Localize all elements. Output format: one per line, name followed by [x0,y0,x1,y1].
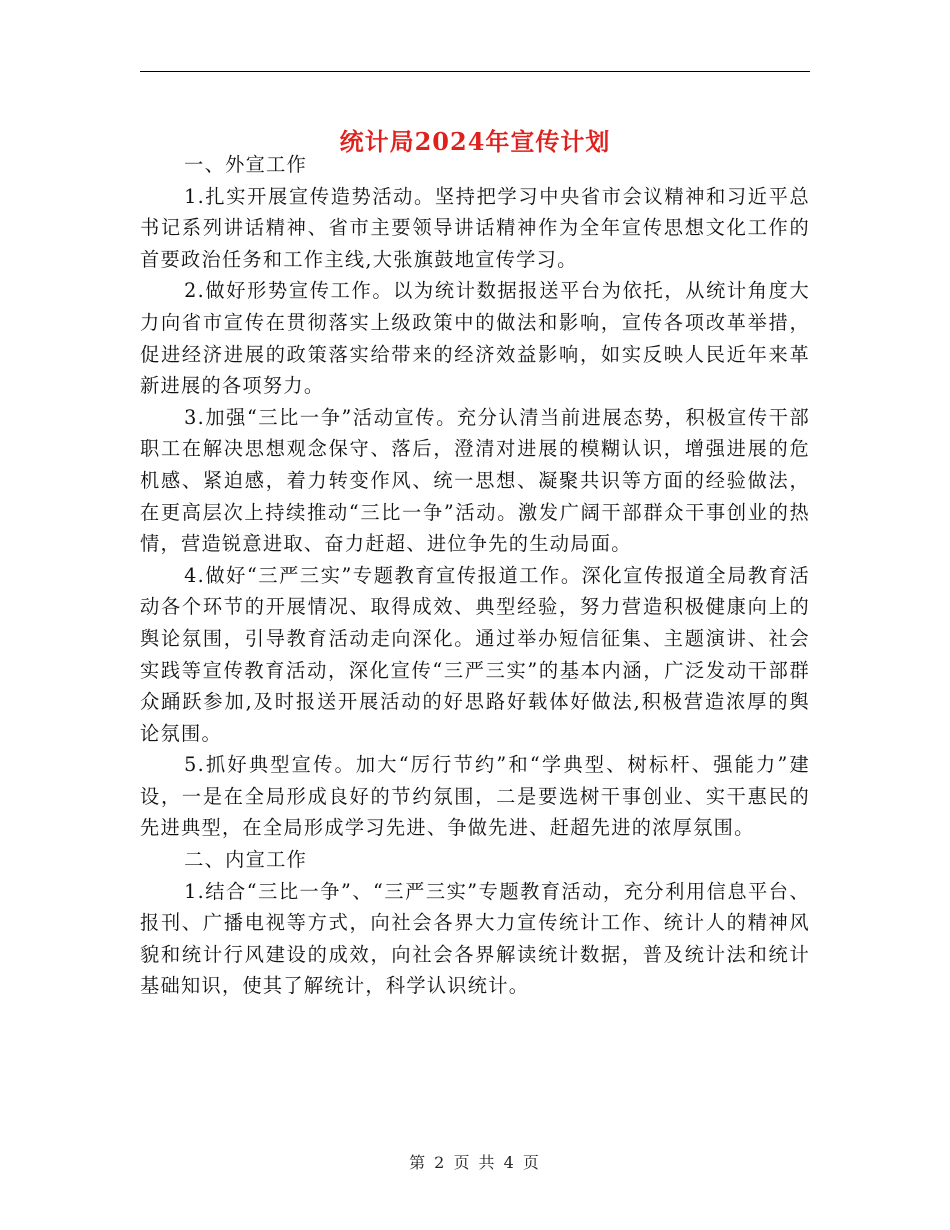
page-number: 第 2 页 共 4 页 [409,1153,541,1172]
paragraph: 5.抓好典型宣传。加大“厉行节约”和“学典型、树标杆、强能力”建设，一是在全局形成良好的节约氛围，二是要选树干事创业、实干惠民的先进典型，在全局形成学习先进、争做先进、赶超先进的浓厚氛围。 [140,753,810,840]
document-title: 统计局2024年宣传计划 [339,127,611,157]
paragraph: 1.结合“三比一争”、“三严三实”专题教育活动，充分利用信息平台、报刊、广播电视等方式，向社会各界大力宣传统计工作、统计人的精神风貌和统计行风建设的成效，向社会各界解读统计数据，普及统计法和统计基础知识，使其了解统计，科学认识统计。 [140,879,810,998]
paragraph: 4.做好“三严三实”专题教育宣传报道工作。深化宣传报道全局教育活动各个环节的开展情况、取得成效、典型经验，努力营造积极健康向上的舆论氛围，引导教育活动走向深化。通过举办短信征集、主题演讲、社会实践等宣传教育活动，深化宣传“三严三实”的基本内涵，广泛发动干部群众踊跃参加,及时报送开展活动的好思路好载体好做法,积极营造浓厚的舆论氛围。 [140,563,810,745]
paragraph: 3.加强“三比一争”活动宣传。充分认清当前进展态势，积极宣传干部职工在解决思想观念保守、落后，澄清对进展的模糊认识，增强进展的危机感、紧迫感，着力转变作风、统一思想、凝聚共识等方面的经验做法，在更高层次上持续推动“三比一争”活动。激发广阔干部群众干事创业的热情，营造锐意进取、奋力赶超、进位争先的生动局面。 [140,405,810,556]
section-heading-external: 一、外宣工作 [184,153,308,176]
paragraph: 2.做好形势宣传工作。以为统计数据报送平台为依托，从统计角度大力向省市宣传在贯彻落实上级政策中的做法和影响，宣传各项改革举措，促进经济进展的政策落实给带来的经济效益影响，如实反映人民近年来革新进展的各项努力。 [140,279,810,398]
document-body [140,149,810,1002]
header-rule [140,71,810,72]
paragraph: 1.扎实开展宣传造势活动。坚持把学习中央省市会议精神和习近平总书记系列讲话精神、省市主要领导讲话精神作为全年宣传思想文化工作的首要政治任务和工作主线,大张旗鼓地宣传学习。 [140,184,810,271]
section-heading-internal: 二、内宣工作 [184,848,308,872]
